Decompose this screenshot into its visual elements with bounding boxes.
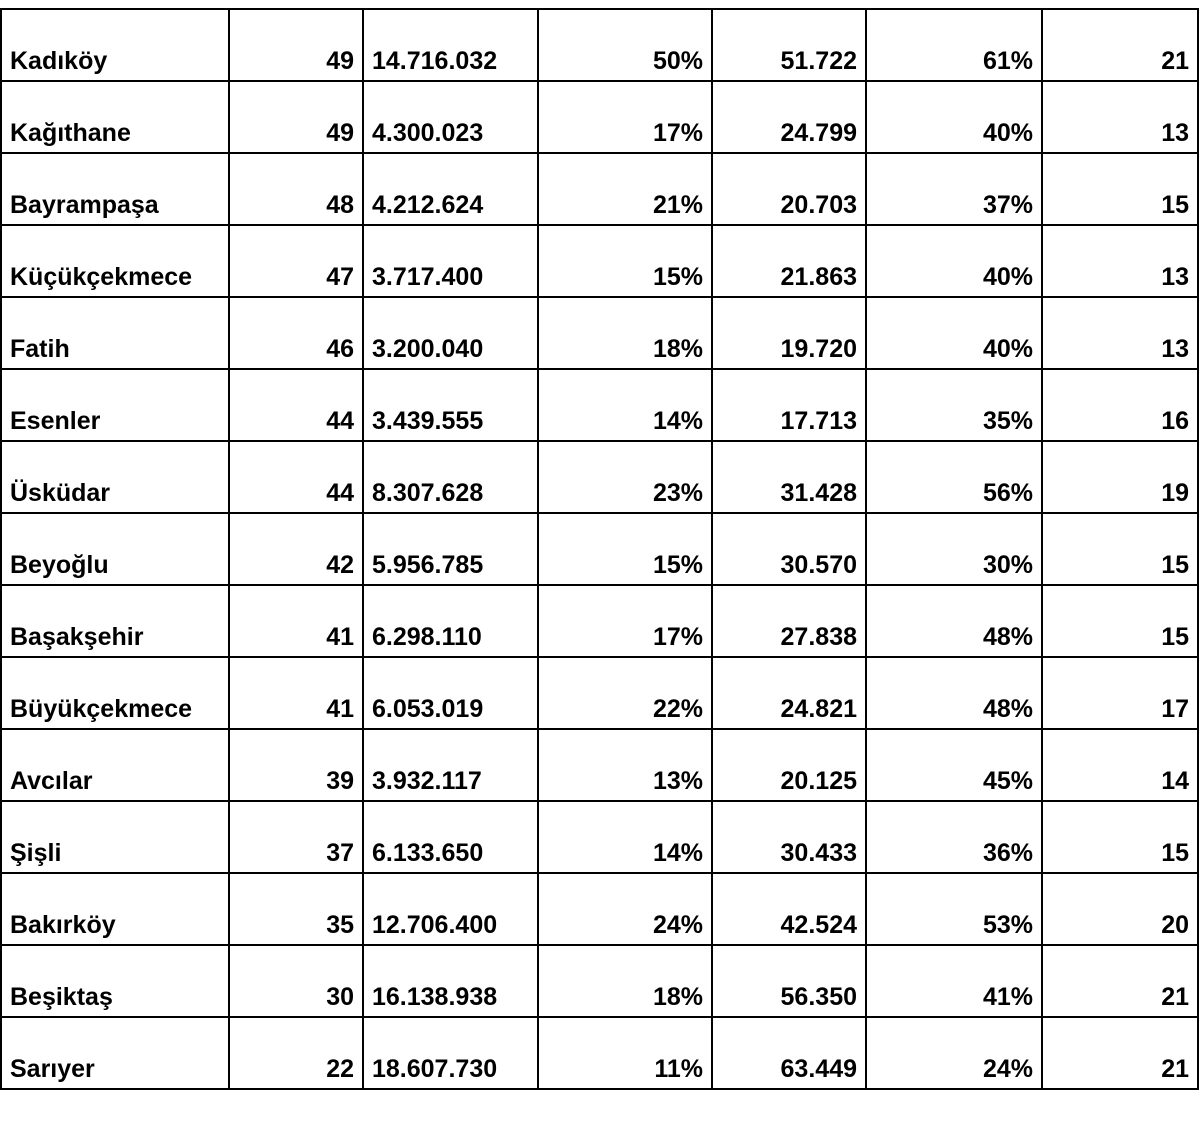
- table-row: [1, 801, 1198, 873]
- district-name-cell: Büyükçekmece: [1, 657, 229, 729]
- percent-a-cell: 15%: [538, 513, 712, 585]
- district-name-cell: Bakırköy: [1, 873, 229, 945]
- amount-cell: 6.298.110: [363, 585, 538, 657]
- percent-a-cell: 50%: [538, 9, 712, 81]
- district-name-cell: Sarıyer: [1, 1017, 229, 1089]
- score-cell: 37: [229, 801, 363, 873]
- percent-b-cell: 30%: [866, 513, 1042, 585]
- table-row: [1, 297, 1198, 369]
- amount-cell: 4.300.023: [363, 81, 538, 153]
- district-name-cell: Kağıthane: [1, 81, 229, 153]
- value-cell: 31.428: [712, 441, 866, 513]
- score-cell: 42: [229, 513, 363, 585]
- count-cell: 13: [1042, 225, 1198, 297]
- percent-b-cell: 61%: [866, 9, 1042, 81]
- percent-a-cell: 22%: [538, 657, 712, 729]
- value-cell: 19.720: [712, 297, 866, 369]
- percent-b-cell: 35%: [866, 369, 1042, 441]
- score-cell: 49: [229, 9, 363, 81]
- table-row: [1, 153, 1198, 225]
- value-cell: 42.524: [712, 873, 866, 945]
- score-cell: 41: [229, 585, 363, 657]
- count-cell: 15: [1042, 801, 1198, 873]
- district-name-cell: Esenler: [1, 369, 229, 441]
- district-name-cell: Bayrampaşa: [1, 153, 229, 225]
- score-cell: 30: [229, 945, 363, 1017]
- score-cell: 46: [229, 297, 363, 369]
- percent-a-cell: 23%: [538, 441, 712, 513]
- percent-b-cell: 48%: [866, 585, 1042, 657]
- district-name-cell: Şişli: [1, 801, 229, 873]
- amount-cell: 3.439.555: [363, 369, 538, 441]
- value-cell: 51.722: [712, 9, 866, 81]
- value-cell: 30.433: [712, 801, 866, 873]
- district-name-cell: Fatih: [1, 297, 229, 369]
- percent-a-cell: 17%: [538, 81, 712, 153]
- table-row: [1, 441, 1198, 513]
- district-name-cell: Beyoğlu: [1, 513, 229, 585]
- district-name-cell: Başakşehir: [1, 585, 229, 657]
- score-cell: 35: [229, 873, 363, 945]
- district-name-cell: Küçükçekmece: [1, 225, 229, 297]
- percent-b-cell: 53%: [866, 873, 1042, 945]
- percent-a-cell: 14%: [538, 801, 712, 873]
- value-cell: 30.570: [712, 513, 866, 585]
- amount-cell: 6.053.019: [363, 657, 538, 729]
- amount-cell: 5.956.785: [363, 513, 538, 585]
- value-cell: 24.799: [712, 81, 866, 153]
- count-cell: 20: [1042, 873, 1198, 945]
- score-cell: 49: [229, 81, 363, 153]
- score-cell: 48: [229, 153, 363, 225]
- percent-b-cell: 24%: [866, 1017, 1042, 1089]
- table-row: [1, 369, 1198, 441]
- count-cell: 17: [1042, 657, 1198, 729]
- percent-a-cell: 18%: [538, 945, 712, 1017]
- score-cell: 39: [229, 729, 363, 801]
- value-cell: 17.713: [712, 369, 866, 441]
- amount-cell: 4.212.624: [363, 153, 538, 225]
- score-cell: 22: [229, 1017, 363, 1089]
- district-name-cell: Beşiktaş: [1, 945, 229, 1017]
- percent-b-cell: 40%: [866, 81, 1042, 153]
- percent-a-cell: 18%: [538, 297, 712, 369]
- table-row: [1, 729, 1198, 801]
- percent-b-cell: 40%: [866, 297, 1042, 369]
- district-name-cell: Avcılar: [1, 729, 229, 801]
- value-cell: 20.125: [712, 729, 866, 801]
- percent-a-cell: 13%: [538, 729, 712, 801]
- value-cell: 27.838: [712, 585, 866, 657]
- percent-b-cell: 45%: [866, 729, 1042, 801]
- table-row: [1, 657, 1198, 729]
- district-name-cell: Üsküdar: [1, 441, 229, 513]
- table-row: [1, 9, 1198, 81]
- table-row: [1, 945, 1198, 1017]
- percent-b-cell: 40%: [866, 225, 1042, 297]
- percent-b-cell: 37%: [866, 153, 1042, 225]
- percent-b-cell: 41%: [866, 945, 1042, 1017]
- count-cell: 15: [1042, 153, 1198, 225]
- count-cell: 15: [1042, 513, 1198, 585]
- table-row: [1, 513, 1198, 585]
- score-cell: 44: [229, 441, 363, 513]
- percent-b-cell: 56%: [866, 441, 1042, 513]
- percent-a-cell: 11%: [538, 1017, 712, 1089]
- score-cell: 47: [229, 225, 363, 297]
- district-name-cell: Kadıköy: [1, 9, 229, 81]
- table-row: [1, 1017, 1198, 1089]
- percent-a-cell: 15%: [538, 225, 712, 297]
- score-cell: 44: [229, 369, 363, 441]
- table-row: [1, 873, 1198, 945]
- count-cell: 21: [1042, 1017, 1198, 1089]
- value-cell: 63.449: [712, 1017, 866, 1089]
- table-row: [1, 225, 1198, 297]
- district-data-table: [0, 8, 1199, 1090]
- table-row: [1, 585, 1198, 657]
- amount-cell: 18.607.730: [363, 1017, 538, 1089]
- count-cell: 19: [1042, 441, 1198, 513]
- percent-b-cell: 36%: [866, 801, 1042, 873]
- amount-cell: 3.717.400: [363, 225, 538, 297]
- count-cell: 15: [1042, 585, 1198, 657]
- value-cell: 21.863: [712, 225, 866, 297]
- percent-b-cell: 48%: [866, 657, 1042, 729]
- value-cell: 24.821: [712, 657, 866, 729]
- table-body: [1, 9, 1198, 1089]
- count-cell: 16: [1042, 369, 1198, 441]
- table-row: [1, 81, 1198, 153]
- amount-cell: 3.200.040: [363, 297, 538, 369]
- amount-cell: 3.932.117: [363, 729, 538, 801]
- count-cell: 14: [1042, 729, 1198, 801]
- amount-cell: 6.133.650: [363, 801, 538, 873]
- score-cell: 41: [229, 657, 363, 729]
- amount-cell: 8.307.628: [363, 441, 538, 513]
- count-cell: 13: [1042, 297, 1198, 369]
- amount-cell: 14.716.032: [363, 9, 538, 81]
- percent-a-cell: 24%: [538, 873, 712, 945]
- count-cell: 21: [1042, 9, 1198, 81]
- amount-cell: 12.706.400: [363, 873, 538, 945]
- count-cell: 13: [1042, 81, 1198, 153]
- count-cell: 21: [1042, 945, 1198, 1017]
- percent-a-cell: 14%: [538, 369, 712, 441]
- percent-a-cell: 17%: [538, 585, 712, 657]
- amount-cell: 16.138.938: [363, 945, 538, 1017]
- value-cell: 56.350: [712, 945, 866, 1017]
- value-cell: 20.703: [712, 153, 866, 225]
- percent-a-cell: 21%: [538, 153, 712, 225]
